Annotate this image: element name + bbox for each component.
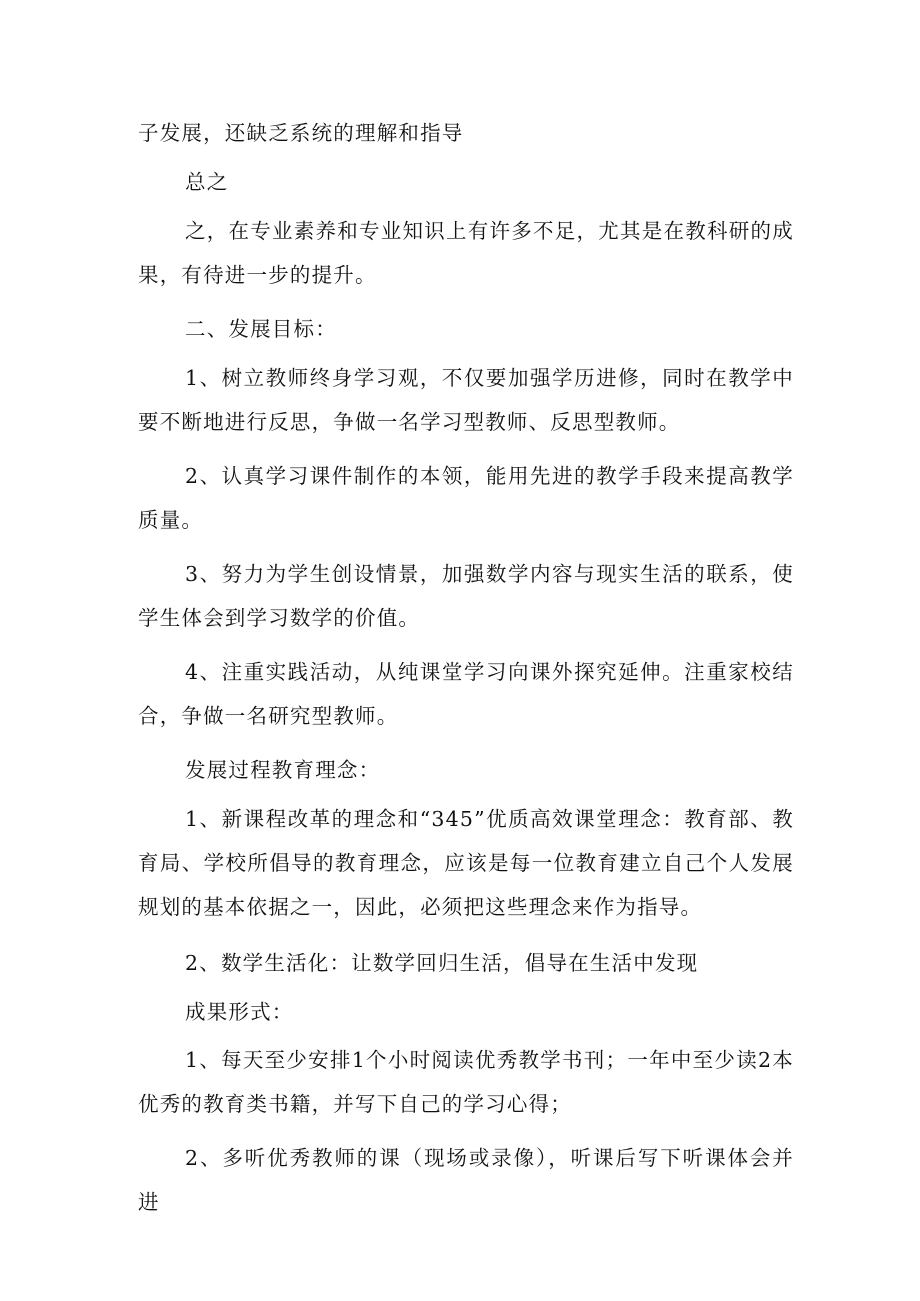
section-heading-outcomes: 成果形式： [185, 1000, 294, 1024]
section-heading-goals: 二、发展目标： [185, 317, 337, 341]
goal-item-4: 4、注重实践活动，从纯课堂学习向课外探究延伸。注重家校结合，争做一名研究型教师。 [138, 660, 794, 728]
outcome-item-2: 2、多听优秀教师的课（现场或录像），听课后写下听课体会并进 [138, 1146, 794, 1214]
goal-item-2: 2、认真学习课件制作的本领，能用先进的教学手段来提高教学质量。 [138, 464, 794, 532]
philosophy-item-2: 2、数学生活化：让数学回归生活，倡导在生活中发现 [185, 951, 699, 975]
philosophy-item-1: 1、新课程改革的理念和“345”优质高效课堂理念：教育部、教育局、学校所倡导的教育理念，应该是每一位教育建立自己个人发展规划的基本依据之一，因此，必须把这些理念来作为指导。 [138, 807, 794, 919]
paragraph-2: 总之 [185, 170, 229, 194]
goal-item-3: 3、努力为学生创设情景，加强数学内容与现实生活的联系，使学生体会到学习数学的价值。 [138, 562, 794, 630]
paragraph-1: 子发展，还缺乏系统的理解和指导 [138, 121, 464, 145]
section-heading-philosophy: 发展过程教育理念： [185, 758, 381, 782]
outcome-item-1: 1、每天至少安排1个小时阅读优秀教学书刊；一年中至少读2本优秀的教育类书籍，并写下自己的学习心得； [138, 1048, 794, 1116]
paragraph-3: 之，在专业素养和专业知识上有许多不足，尤其是在教科研的成果，有待进一步的提升。 [138, 219, 794, 287]
goal-item-1: 1、树立教师终身学习观，不仅要加强学历进修，同时在教学中要不断地进行反思，争做一名学习型教师、反思型教师。 [138, 366, 794, 434]
